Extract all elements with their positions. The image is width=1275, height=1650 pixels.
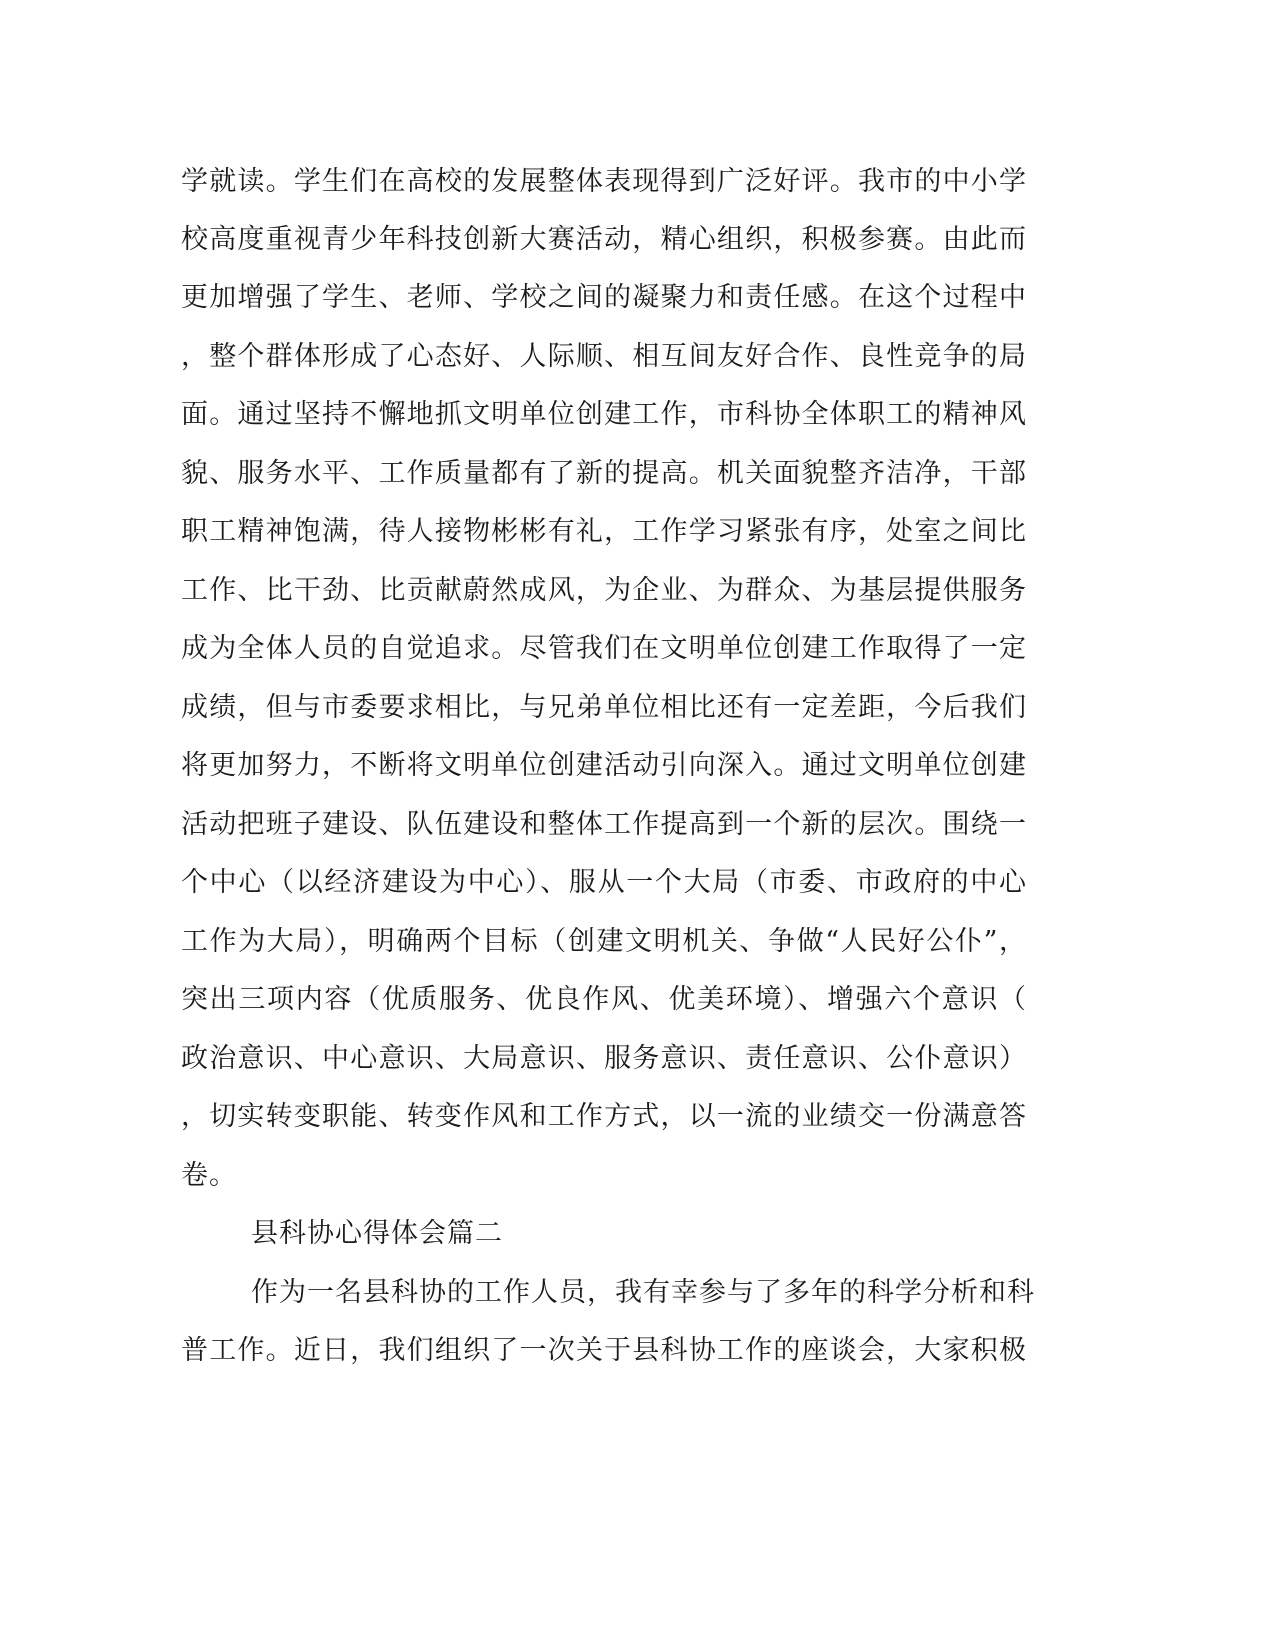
paragraph-line: 工作、比干劲、比贡献蔚然成风，为企业、为群众、为基层提供服务 [181, 575, 1027, 606]
paragraph-line: 学就读。学生们在高校的发展整体表现得到广泛好评。我市的中小学 [181, 166, 1027, 197]
paragraph-line: 个中心（以经济建设为中心）、服从一个大局（市委、市政府的中心 [181, 867, 1027, 898]
paragraph-line: 更加增强了学生、老师、学校之间的凝聚力和责任感。在这个过程中 [181, 282, 1027, 313]
paragraph-line: 突出三项内容（优质服务、优良作风、优美环境）、增强六个意识（ [181, 984, 1027, 1015]
paragraph-line: 校高度重视青少年科技创新大赛活动，精心组织，积极参赛。由此而 [181, 224, 1027, 255]
paragraph-line: 将更加努力，不断将文明单位创建活动引向深入。通过文明单位创建 [181, 750, 1027, 781]
paragraph-line: 成绩，但与市委要求相比，与兄弟单位相比还有一定差距，今后我们 [181, 692, 1027, 723]
paragraph-line: 职工精神饱满，待人接物彬彬有礼，工作学习紧张有序，处室之间比 [181, 516, 1027, 547]
paragraph-line: 活动把班子建设、队伍建设和整体工作提高到一个新的层次。围绕一 [181, 809, 1027, 840]
paragraph-line: 政治意识、中心意识、大局意识、服务意识、责任意识、公仆意识） [181, 1043, 1027, 1074]
section-heading: 县科协心得体会篇二 [251, 1218, 503, 1249]
paragraph-line: ，切实转变职能、转变作风和工作方式，以一流的业绩交一份满意答 [181, 1101, 1027, 1132]
paragraph-line: 作为一名县科协的工作人员，我有幸参与了多年的科学分析和科 [251, 1277, 1035, 1308]
paragraph-line: 工作为大局），明确两个目标（创建文明机关、争做“人民好公仆”， [181, 926, 1027, 957]
paragraph-line: 普工作。近日，我们组织了一次关于县科协工作的座谈会，大家积极 [181, 1335, 1027, 1366]
paragraph-line: 貌、服务水平、工作质量都有了新的提高。机关面貌整齐洁净，干部 [181, 458, 1027, 489]
paragraph-line: 成为全体人员的自觉追求。尽管我们在文明单位创建工作取得了一定 [181, 633, 1027, 664]
paragraph-line: 卷。 [181, 1160, 237, 1191]
paragraph-line: 面。通过坚持不懈地抓文明单位创建工作，市科协全体职工的精神风 [181, 399, 1027, 430]
paragraph-line: ，整个群体形成了心态好、人际顺、相互间友好合作、良性竞争的局 [181, 341, 1027, 372]
